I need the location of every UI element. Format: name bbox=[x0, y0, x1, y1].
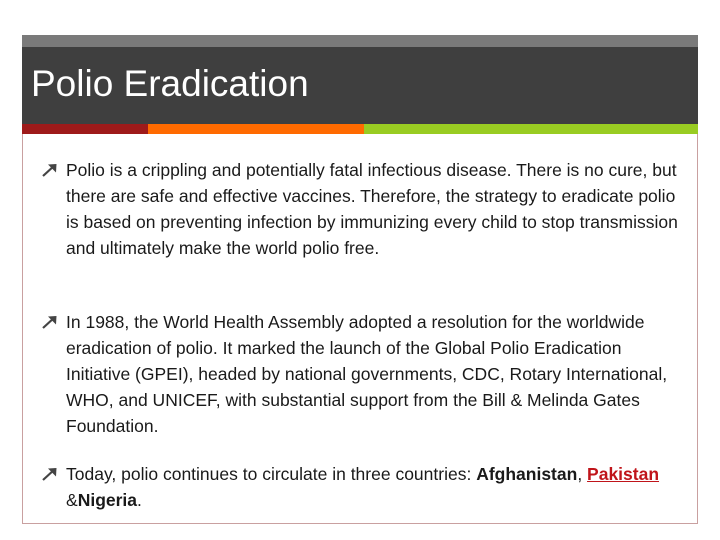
separator: , bbox=[577, 464, 588, 484]
bullet-text bbox=[66, 461, 682, 513]
accent-stripe-red bbox=[22, 124, 148, 134]
accent-stripe-green bbox=[364, 124, 698, 134]
country-afghanistan: Afghanistan bbox=[476, 464, 578, 484]
country-nigeria: Nigeria bbox=[77, 490, 138, 510]
arrow-bullet-icon bbox=[42, 461, 66, 487]
arrow-bullet-icon bbox=[42, 157, 66, 183]
country-pakistan: Pakistan bbox=[587, 464, 660, 484]
slide-title: Polio Eradication bbox=[31, 63, 309, 104]
title-bar bbox=[22, 35, 698, 124]
arrow-bullet-icon bbox=[42, 309, 66, 335]
bullet-item bbox=[42, 157, 682, 261]
bullet-suffix: . bbox=[137, 490, 142, 510]
bullet-text: In 1988, the World Health Assembly adopted a resolution for the worldwide eradication of polio. It marked the launch of the Global Polio Eradication Initiative (GPEI), headed by national governments, CDC, Rotary International, WHO, and UNICEF, with substantial support from the Bill & Melinda Gates Foundation. bbox=[66, 312, 668, 436]
separator: & bbox=[66, 490, 78, 510]
bullet-item bbox=[42, 309, 682, 439]
accent-stripe-orange bbox=[148, 124, 364, 134]
bullet-item bbox=[42, 461, 682, 513]
bullet-prefix: Today, polio continues to circulate in three countries: bbox=[66, 464, 477, 484]
bullet-text: Polio is a crippling and potentially fatal infectious disease. There is no cure, but there are safe and effective vaccines. Therefore, the strategy to eradicate polio is based on preventing infection by immunizing every child to stop transmission and ultimately make the world polio free. bbox=[66, 160, 678, 258]
